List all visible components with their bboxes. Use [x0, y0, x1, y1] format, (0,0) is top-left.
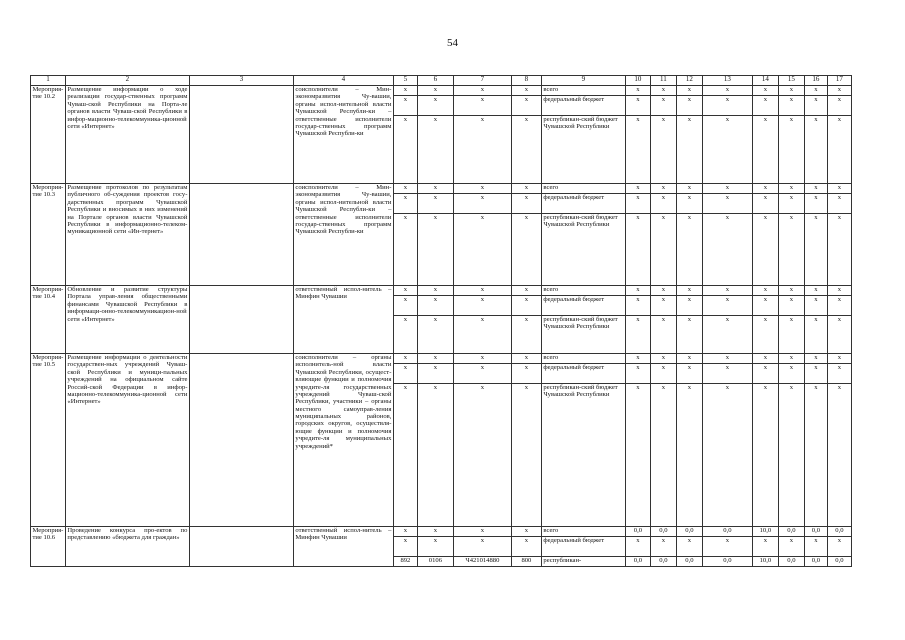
year-value: х	[625, 537, 650, 557]
year-value: х	[804, 316, 827, 354]
table-row	[31, 354, 852, 364]
code-grbs: х	[393, 316, 417, 354]
year-value: х	[702, 296, 752, 316]
funding-source: всего	[541, 354, 625, 364]
event-name: Размещение информации о ходе реализации государ-ственных программ Чуваш-ской Республики на Порта-ле органов власти Чуваш-ской Республики в инфор-мационно-телекоммуника-ционной сети «Интернет»	[65, 86, 189, 184]
year-value: х	[778, 384, 804, 527]
event-col3	[189, 86, 293, 184]
year-value: х	[827, 364, 851, 384]
year-value: х	[778, 194, 804, 214]
code-vr: х	[511, 296, 541, 316]
year-value: х	[676, 86, 702, 96]
year-value: х	[778, 86, 804, 96]
year-value: х	[804, 86, 827, 96]
event-executor: соисполнители – Мин-экономразвития Чу-вашии, органы испол-нительной власти Чувашской Республи-ки – ответственные исполнители государ-ственных программ Чувашской Республи-ки	[293, 86, 393, 184]
col-number: 3	[189, 76, 293, 86]
year-value: х	[804, 354, 827, 364]
code-grbs: х	[393, 296, 417, 316]
year-value: х	[702, 184, 752, 194]
year-value: х	[625, 194, 650, 214]
year-value: х	[827, 116, 851, 184]
funding-source: республикан-ский бюджет Чувашской Республики	[541, 384, 625, 527]
year-value: 0,0	[778, 557, 804, 567]
year-value: х	[778, 184, 804, 194]
year-value: х	[827, 316, 851, 354]
year-value: 0,0	[676, 557, 702, 567]
year-value: х	[804, 116, 827, 184]
year-value: х	[676, 354, 702, 364]
code-vr: х	[511, 384, 541, 527]
event-executor: соисполнители – органы исполнитель-ной власти Чувашской Республики, осущест-вляющие функции и полномочия учредите-ля государственных учреждений Чуваш-ской Республики, участники – органы местного самоуправ-ления муниципальных районов, городских округов, осуществля-ющие функции и полномочия учредите-ля муниципальных учреждений*	[293, 354, 393, 527]
code-csr: х	[453, 316, 511, 354]
code-rzpr: х	[417, 316, 453, 354]
code-grbs: х	[393, 214, 417, 286]
event-executor: ответственный испол-нитель – Минфин Чувашии	[293, 527, 393, 567]
year-value: х	[702, 116, 752, 184]
year-value: 0,0	[650, 527, 676, 537]
year-value: х	[778, 354, 804, 364]
year-value: х	[650, 96, 676, 116]
year-value: х	[827, 96, 851, 116]
col-number: 12	[676, 76, 702, 86]
year-value: х	[625, 384, 650, 527]
year-value: х	[752, 384, 778, 527]
col-number: 17	[827, 76, 851, 86]
year-value: 0,0	[702, 557, 752, 567]
year-value: х	[804, 364, 827, 384]
year-value: 0,0	[625, 557, 650, 567]
year-value: х	[752, 296, 778, 316]
year-value: х	[827, 354, 851, 364]
year-value: 0,0	[702, 527, 752, 537]
year-value: х	[778, 286, 804, 296]
event-executor: ответственный испол-нитель – Минфин Чувашии	[293, 286, 393, 354]
event-id: Мероприя-тие 10.2	[31, 86, 66, 184]
year-value: х	[650, 86, 676, 96]
col-number: 5	[393, 76, 417, 86]
code-csr: Ч421014880	[453, 557, 511, 567]
year-value: х	[804, 184, 827, 194]
year-value: х	[702, 214, 752, 286]
year-value: х	[650, 316, 676, 354]
code-rzpr: х	[417, 527, 453, 537]
year-value: х	[702, 364, 752, 384]
year-value: х	[804, 96, 827, 116]
year-value: х	[752, 116, 778, 184]
col-number: 4	[293, 76, 393, 86]
year-value: х	[804, 286, 827, 296]
table-row	[31, 184, 852, 194]
year-value: х	[650, 364, 676, 384]
year-value: х	[778, 537, 804, 557]
year-value: х	[778, 96, 804, 116]
col-number: 9	[541, 76, 625, 86]
col-number: 13	[702, 76, 752, 86]
code-vr: х	[511, 214, 541, 286]
code-csr: х	[453, 364, 511, 384]
funding-source: федеральный бюджет	[541, 296, 625, 316]
event-col3	[189, 286, 293, 354]
year-value: х	[676, 296, 702, 316]
year-value: х	[650, 537, 676, 557]
year-value: 0,0	[804, 557, 827, 567]
code-grbs: х	[393, 384, 417, 527]
year-value: х	[650, 354, 676, 364]
code-rzpr: х	[417, 384, 453, 527]
year-value: х	[702, 537, 752, 557]
code-vr: х	[511, 194, 541, 214]
year-value: х	[702, 194, 752, 214]
code-grbs: х	[393, 364, 417, 384]
code-grbs: х	[393, 116, 417, 184]
event-col3	[189, 527, 293, 567]
budget-table	[30, 75, 852, 567]
code-rzpr: х	[417, 184, 453, 194]
year-value: х	[676, 316, 702, 354]
code-rzpr: х	[417, 116, 453, 184]
year-value: х	[625, 364, 650, 384]
code-csr: х	[453, 286, 511, 296]
table-row	[31, 86, 852, 96]
funding-source: всего	[541, 527, 625, 537]
code-rzpr: х	[417, 96, 453, 116]
year-value: х	[676, 184, 702, 194]
year-value: х	[827, 214, 851, 286]
year-value: х	[676, 384, 702, 527]
code-rzpr: 0106	[417, 557, 453, 567]
funding-source: республикан-	[541, 557, 625, 567]
code-rzpr: х	[417, 296, 453, 316]
code-grbs: х	[393, 86, 417, 96]
col-number: 8	[511, 76, 541, 86]
funding-source: республикан-ский бюджет Чувашской Республики	[541, 316, 625, 354]
year-value: х	[827, 384, 851, 527]
code-grbs: х	[393, 286, 417, 296]
event-executor: соисполнители – Мин-экономразвития Чу-вашии, органы испол-нительной власти Чувашской Республи-ки – ответственные исполнители государ-ственных программ Чувашской Республи-ки	[293, 184, 393, 286]
year-value: х	[676, 214, 702, 286]
col-number: 14	[752, 76, 778, 86]
year-value: х	[804, 194, 827, 214]
col-number: 10	[625, 76, 650, 86]
year-value: х	[827, 184, 851, 194]
funding-source: республикан-ский бюджет Чувашской Республики	[541, 116, 625, 184]
code-rzpr: х	[417, 214, 453, 286]
code-csr: х	[453, 527, 511, 537]
year-value: х	[804, 296, 827, 316]
year-value: 0,0	[827, 527, 851, 537]
code-csr: х	[453, 86, 511, 96]
year-value: х	[778, 316, 804, 354]
year-value: х	[650, 194, 676, 214]
year-value: х	[827, 537, 851, 557]
year-value: х	[625, 296, 650, 316]
code-grbs: х	[393, 96, 417, 116]
year-value: 0,0	[650, 557, 676, 567]
funding-source: республикан-ский бюджет Чувашской Республики	[541, 214, 625, 286]
year-value: х	[702, 96, 752, 116]
year-value: х	[702, 286, 752, 296]
code-csr: х	[453, 96, 511, 116]
year-value: х	[650, 286, 676, 296]
year-value: х	[702, 354, 752, 364]
col-number: 16	[804, 76, 827, 86]
event-id: Мероприя-тие 10.3	[31, 184, 66, 286]
code-grbs: х	[393, 537, 417, 557]
year-value: х	[625, 116, 650, 184]
year-value: х	[778, 296, 804, 316]
funding-source: федеральный бюджет	[541, 96, 625, 116]
year-value: х	[752, 86, 778, 96]
code-vr: 800	[511, 557, 541, 567]
year-value: х	[676, 286, 702, 296]
event-id: Мероприя-тие 10.4	[31, 286, 66, 354]
code-vr: х	[511, 316, 541, 354]
year-value: х	[827, 86, 851, 96]
code-vr: х	[511, 116, 541, 184]
page-number: 54	[447, 37, 458, 49]
year-value: х	[827, 296, 851, 316]
funding-source: федеральный бюджет	[541, 194, 625, 214]
col-number: 1	[31, 76, 66, 86]
code-rzpr: х	[417, 86, 453, 96]
year-value: х	[650, 184, 676, 194]
year-value: х	[676, 116, 702, 184]
year-value: х	[827, 194, 851, 214]
year-value: х	[625, 354, 650, 364]
year-value: х	[650, 214, 676, 286]
year-value: х	[752, 214, 778, 286]
code-rzpr: х	[417, 537, 453, 557]
year-value: х	[804, 214, 827, 286]
code-grbs: х	[393, 194, 417, 214]
code-csr: х	[453, 354, 511, 364]
year-value: 0,0	[804, 527, 827, 537]
year-value: х	[804, 384, 827, 527]
year-value: х	[702, 384, 752, 527]
year-value: х	[778, 116, 804, 184]
year-value: х	[650, 384, 676, 527]
code-grbs: х	[393, 354, 417, 364]
column-number-row	[31, 76, 852, 86]
year-value: 0,0	[778, 527, 804, 537]
event-name: Проведение конкурса про-ектов по представлению «бюджета для граждан»	[65, 527, 189, 567]
event-col3	[189, 184, 293, 286]
code-vr: х	[511, 86, 541, 96]
year-value: х	[625, 214, 650, 286]
year-value: х	[778, 364, 804, 384]
code-vr: х	[511, 184, 541, 194]
code-csr: х	[453, 184, 511, 194]
code-vr: х	[511, 364, 541, 384]
year-value: х	[625, 316, 650, 354]
year-value: х	[778, 214, 804, 286]
year-value: 0,0	[827, 557, 851, 567]
code-csr: х	[453, 194, 511, 214]
code-rzpr: х	[417, 194, 453, 214]
col-number: 6	[417, 76, 453, 86]
code-vr: х	[511, 537, 541, 557]
year-value: х	[676, 364, 702, 384]
year-value: х	[752, 537, 778, 557]
code-vr: х	[511, 354, 541, 364]
code-csr: х	[453, 384, 511, 527]
code-vr: х	[511, 96, 541, 116]
event-name: Обновление и развитие структуры Портала управ-ления общественными финансами Чувашской Республики в информаци-онно-телекоммуникацион-ной сети «Интернет»	[65, 286, 189, 354]
year-value: х	[752, 96, 778, 116]
table-row	[31, 286, 852, 296]
year-value: х	[702, 316, 752, 354]
code-vr: х	[511, 527, 541, 537]
year-value: 0,0	[676, 527, 702, 537]
funding-source: всего	[541, 286, 625, 296]
col-number: 15	[778, 76, 804, 86]
year-value: х	[752, 364, 778, 384]
col-number: 2	[65, 76, 189, 86]
year-value: х	[625, 286, 650, 296]
funding-source: федеральный бюджет	[541, 537, 625, 557]
year-value: х	[676, 537, 702, 557]
code-csr: х	[453, 296, 511, 316]
event-id: Мероприя-тие 10.5	[31, 354, 66, 527]
code-grbs: х	[393, 527, 417, 537]
year-value: х	[625, 96, 650, 116]
year-value: х	[676, 194, 702, 214]
event-id: Мероприя-тие 10.6	[31, 527, 66, 567]
year-value: х	[702, 86, 752, 96]
col-number: 11	[650, 76, 676, 86]
year-value: х	[650, 116, 676, 184]
funding-source: всего	[541, 184, 625, 194]
year-value: 0,0	[625, 527, 650, 537]
code-grbs: 892	[393, 557, 417, 567]
funding-source: всего	[541, 86, 625, 96]
year-value: х	[804, 537, 827, 557]
year-value: х	[827, 286, 851, 296]
code-csr: х	[453, 116, 511, 184]
col-number: 7	[453, 76, 511, 86]
code-csr: х	[453, 537, 511, 557]
year-value: х	[752, 316, 778, 354]
year-value: х	[752, 184, 778, 194]
year-value: х	[752, 286, 778, 296]
event-name: Размещение информации о деятельности государствен-ных учреждений Чуваш-ской Республики и муници-пальных учреждений на официальном сайте Россий-ской Федерации в инфор-мационно-телекоммуника-ционной сети «Интернет»	[65, 354, 189, 527]
year-value: х	[650, 296, 676, 316]
funding-source: федеральный бюджет	[541, 364, 625, 384]
year-value: х	[625, 86, 650, 96]
year-value: 10,0	[752, 527, 778, 537]
year-value: х	[752, 354, 778, 364]
code-rzpr: х	[417, 354, 453, 364]
code-csr: х	[453, 214, 511, 286]
code-rzpr: х	[417, 286, 453, 296]
code-rzpr: х	[417, 364, 453, 384]
year-value: х	[752, 194, 778, 214]
table-row	[31, 527, 852, 537]
event-col3	[189, 354, 293, 527]
year-value: х	[625, 184, 650, 194]
year-value: 10,0	[752, 557, 778, 567]
code-grbs: х	[393, 184, 417, 194]
code-vr: х	[511, 286, 541, 296]
event-name: Размещение протоколов по результатам публичного об-суждения проектов госу-дарственных программ Чувашской Республики и вносимых в них изменений на Портале органов власти Чувашской Республики в информационно-телеком-муникационной сети «Ин-тернет»	[65, 184, 189, 286]
year-value: х	[676, 96, 702, 116]
